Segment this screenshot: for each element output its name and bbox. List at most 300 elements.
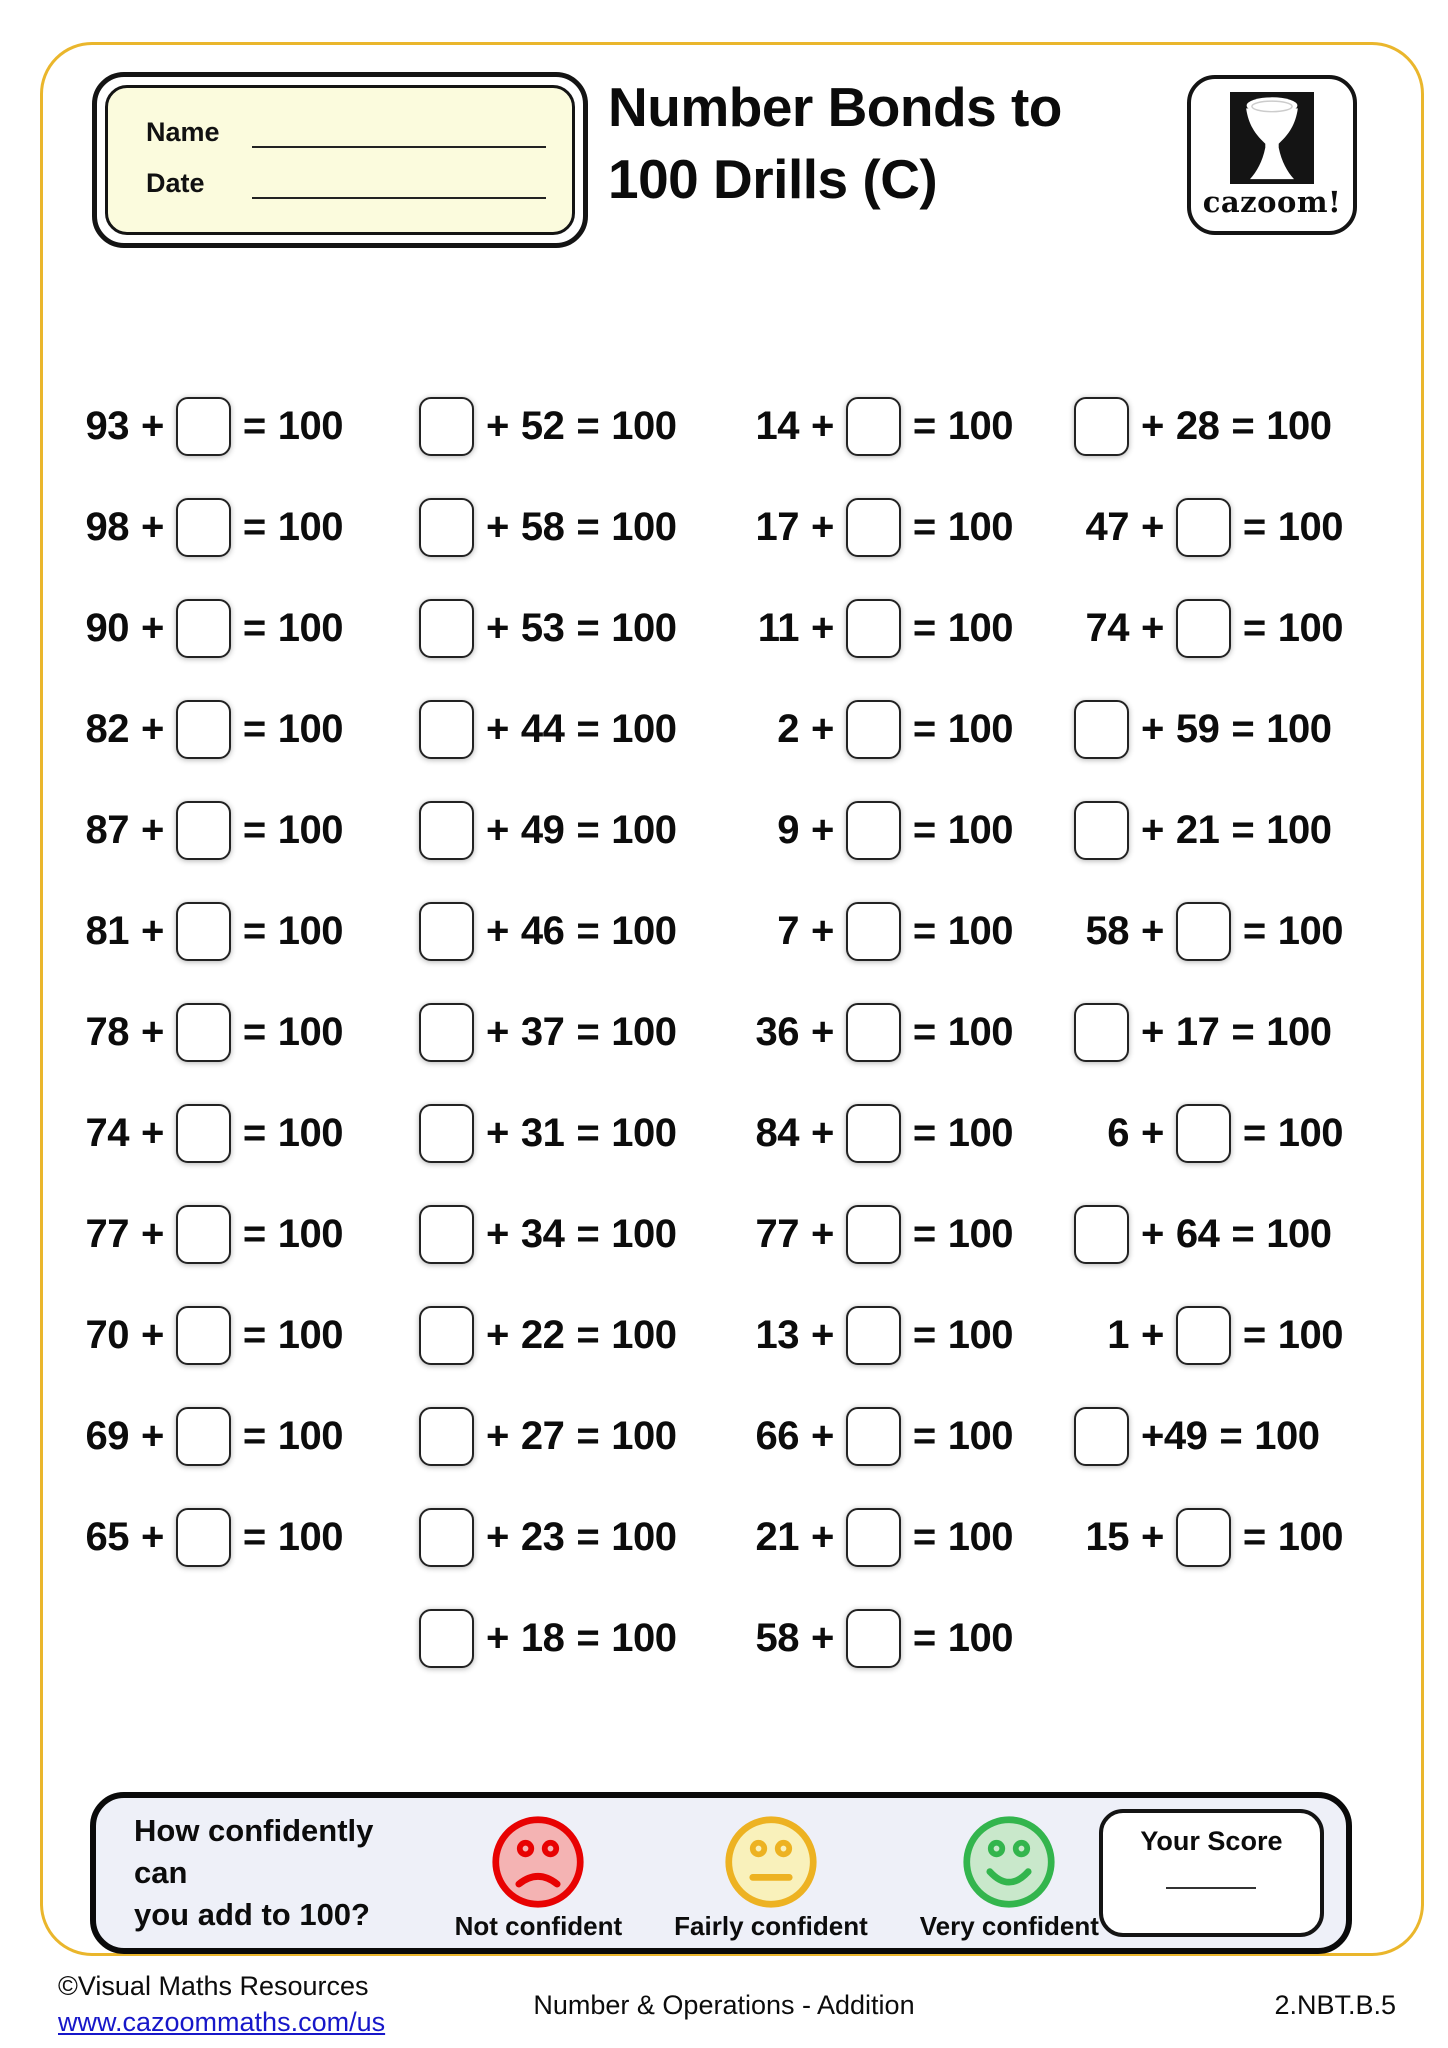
first-operand — [65, 707, 129, 752]
problem-text: + — [486, 505, 509, 549]
rating-fairly-confident — [674, 1814, 868, 1942]
problem-text: 100 — [611, 1515, 677, 1559]
problem-text: 74 — [85, 1111, 129, 1155]
problem — [410, 1003, 735, 1062]
problems-row — [65, 1386, 1365, 1487]
problem-text: = — [912, 505, 936, 549]
answer-box[interactable] — [1074, 1407, 1129, 1466]
problem-text: + — [1141, 1212, 1164, 1256]
answer-box[interactable] — [419, 1104, 474, 1163]
problem-text: 90 — [85, 606, 129, 650]
problem-text: + — [486, 1111, 509, 1155]
problem-text: + — [811, 808, 834, 852]
page-title-line1: Number Bonds to — [608, 76, 1062, 138]
problem-text: 77 — [755, 1212, 799, 1256]
answer-box[interactable] — [846, 498, 901, 557]
first-operand — [410, 1407, 474, 1466]
problem-text: = — [576, 1515, 600, 1559]
answer-box[interactable] — [419, 397, 474, 456]
problem — [65, 1003, 410, 1062]
problem — [735, 1407, 1065, 1466]
problem — [410, 1508, 735, 1567]
answer-box[interactable] — [176, 1407, 231, 1466]
problem-text: = — [912, 1616, 936, 1660]
confidence-panel — [90, 1792, 1352, 1954]
problem-text: + — [141, 1212, 164, 1256]
problem-text: +49 — [1141, 1414, 1208, 1458]
score-label: Your Score — [1140, 1826, 1283, 1856]
first-operand — [410, 1609, 474, 1668]
problem-text: 100 — [611, 707, 677, 751]
confidence-question-line1: How confidently can — [134, 1813, 374, 1891]
answer-box[interactable] — [419, 1306, 474, 1365]
first-operand — [65, 505, 129, 550]
problems-row — [65, 881, 1365, 982]
problems-row — [65, 1285, 1365, 1386]
problem-text: 100 — [611, 1111, 677, 1155]
first-operand — [65, 1010, 129, 1055]
problem-text: 100 — [947, 1111, 1013, 1155]
problem-text: = — [576, 1313, 600, 1357]
problem-text: = — [912, 1414, 936, 1458]
problem-text: 58 — [1085, 909, 1129, 953]
answer-box[interactable] — [846, 700, 901, 759]
drum-icon — [1230, 92, 1314, 184]
problem-text: + — [141, 808, 164, 852]
problems-row — [65, 1184, 1365, 1285]
problem — [410, 397, 735, 456]
problem-text: 100 — [947, 1414, 1013, 1458]
rating-label: Not confident — [454, 1911, 623, 1941]
problem-text: 64 — [1175, 1212, 1220, 1256]
problem — [410, 599, 735, 658]
answer-box[interactable] — [176, 1104, 231, 1163]
problem-text: = — [1231, 404, 1255, 448]
answer-box[interactable] — [419, 1205, 474, 1264]
problem-text: 14 — [755, 404, 799, 448]
problem-text: = — [242, 1111, 266, 1155]
problem-text: 100 — [611, 1313, 677, 1357]
first-operand — [410, 1306, 474, 1365]
first-operand — [410, 801, 474, 860]
first-operand — [735, 404, 799, 449]
first-operand — [1065, 505, 1129, 550]
problem-text: + — [811, 606, 834, 650]
first-operand — [65, 909, 129, 954]
problem-text: = — [576, 1111, 600, 1155]
problems-row — [65, 578, 1365, 679]
problem-text: = — [576, 1010, 600, 1054]
answer-box[interactable] — [846, 1609, 901, 1668]
answer-box[interactable] — [176, 801, 231, 860]
problem-text: 31 — [520, 1111, 565, 1155]
problem-text: 13 — [755, 1313, 799, 1357]
name-label: Name — [146, 117, 220, 147]
answer-box[interactable] — [846, 1508, 901, 1567]
first-operand — [1065, 397, 1129, 456]
problem-text: 21 — [755, 1515, 799, 1559]
first-operand — [1065, 1111, 1129, 1156]
problem-text: = — [576, 404, 600, 448]
problem-text: + — [486, 1515, 509, 1559]
problem-text: 100 — [1277, 505, 1343, 549]
problem — [410, 700, 735, 759]
problem-text: + — [811, 1111, 834, 1155]
problem-text: + — [486, 1414, 509, 1458]
problem-text: + — [486, 707, 509, 751]
problem-text: + — [811, 505, 834, 549]
problem-text: 27 — [520, 1414, 565, 1458]
answer-box[interactable] — [1074, 397, 1129, 456]
answer-box[interactable] — [846, 599, 901, 658]
problem — [65, 1205, 410, 1264]
answer-box[interactable] — [846, 902, 901, 961]
answer-box[interactable] — [419, 902, 474, 961]
problem-text: 98 — [85, 505, 129, 549]
problem — [410, 801, 735, 860]
answer-box[interactable] — [419, 1609, 474, 1668]
answer-box[interactable] — [846, 1003, 901, 1062]
problem — [1065, 1104, 1350, 1163]
first-operand — [735, 606, 799, 651]
answer-box[interactable] — [419, 1003, 474, 1062]
problem-text: + — [486, 909, 509, 953]
problem-text: = — [242, 606, 266, 650]
problem-text: 15 — [1085, 1515, 1129, 1559]
first-operand — [1065, 1407, 1129, 1466]
answer-box[interactable] — [846, 1104, 901, 1163]
answer-box[interactable] — [176, 599, 231, 658]
problem-text: 100 — [947, 1212, 1013, 1256]
problem-text: = — [242, 1414, 266, 1458]
problem — [65, 1407, 410, 1466]
problem-text: = — [576, 505, 600, 549]
problems-row — [65, 679, 1365, 780]
problem — [1065, 1003, 1350, 1062]
problem-text: 100 — [1277, 909, 1343, 953]
problem-text: + — [811, 909, 834, 953]
rating-very-confident — [920, 1814, 1099, 1942]
problem — [65, 902, 410, 961]
problem-text: = — [242, 1515, 266, 1559]
problem-text: 84 — [755, 1111, 799, 1155]
problem — [1065, 397, 1350, 456]
problem-text: 100 — [947, 909, 1013, 953]
name-date-box-inner — [105, 85, 575, 235]
problem-text: 100 — [1277, 1111, 1343, 1155]
problem-text: 100 — [947, 606, 1013, 650]
problem — [65, 599, 410, 658]
problem-text: 100 — [1266, 808, 1332, 852]
answer-box[interactable] — [846, 1306, 901, 1365]
problem-text: + — [141, 1010, 164, 1054]
website-link[interactable]: www.cazoommaths.com/us — [58, 2007, 386, 2038]
problem-text: 100 — [611, 808, 677, 852]
date-label: Date — [146, 168, 205, 198]
answer-box[interactable] — [176, 902, 231, 961]
problem-text: 49 — [520, 808, 565, 852]
problem-text: 69 — [85, 1414, 129, 1458]
problem-text: + — [811, 1313, 834, 1357]
problem-text: + — [141, 707, 164, 751]
problem-text: 100 — [611, 606, 677, 650]
problem-text: + — [141, 505, 164, 549]
answer-box[interactable] — [1176, 498, 1231, 557]
problem-text: 2 — [777, 707, 799, 751]
problem-text: = — [576, 707, 600, 751]
problem-text: 100 — [611, 1212, 677, 1256]
problem-text: = — [912, 1212, 936, 1256]
problem-text: 22 — [520, 1313, 565, 1357]
answer-box[interactable] — [419, 498, 474, 557]
problem-text: 100 — [947, 808, 1013, 852]
problem-text: + — [486, 606, 509, 650]
problem-text: = — [1242, 606, 1266, 650]
problem-text: 100 — [611, 505, 677, 549]
problem — [735, 1104, 1065, 1163]
problem — [65, 1104, 410, 1163]
first-operand — [735, 1414, 799, 1459]
problem-text: 100 — [277, 808, 343, 852]
answer-box[interactable] — [846, 801, 901, 860]
problems-row — [65, 1588, 1365, 1689]
first-operand — [410, 599, 474, 658]
cazoom-logo — [1187, 75, 1357, 235]
first-operand — [1065, 909, 1129, 954]
date-input-line[interactable] — [252, 165, 546, 199]
problem-text: + — [486, 1010, 509, 1054]
problem — [1065, 902, 1350, 961]
problem-text: = — [1219, 1414, 1243, 1458]
first-operand — [410, 1205, 474, 1264]
answer-box[interactable] — [1176, 902, 1231, 961]
problem-text: 100 — [1254, 1414, 1320, 1458]
answer-box[interactable] — [419, 1508, 474, 1567]
problem — [1065, 498, 1350, 557]
problem — [1065, 1306, 1350, 1365]
first-operand — [65, 808, 129, 853]
problem-text: 100 — [1266, 1010, 1332, 1054]
problem-text: = — [912, 1010, 936, 1054]
copyright-text: ©Visual Maths Resources — [58, 1971, 369, 2001]
page-title-line2: 100 Drills (C) — [608, 147, 938, 210]
problem — [735, 1306, 1065, 1365]
problem-text: = — [242, 808, 266, 852]
problem-text: = — [912, 808, 936, 852]
problem-text: + — [486, 808, 509, 852]
problem-text: 100 — [611, 909, 677, 953]
problem-text: = — [1242, 1313, 1266, 1357]
problem-text: = — [912, 1111, 936, 1155]
problem-text: = — [912, 404, 936, 448]
problem — [1065, 1205, 1350, 1264]
problem-text: 53 — [520, 606, 565, 650]
problem — [735, 397, 1065, 456]
problem-text: 100 — [947, 1515, 1013, 1559]
problem-text: 46 — [520, 909, 565, 953]
problem-text: 100 — [277, 909, 343, 953]
answer-box[interactable] — [176, 1508, 231, 1567]
answer-box[interactable] — [176, 1306, 231, 1365]
rating-not-confident — [455, 1814, 623, 1942]
first-operand — [410, 397, 474, 456]
answer-box[interactable] — [176, 397, 231, 456]
problem-text: 100 — [277, 505, 343, 549]
problem — [1065, 1407, 1350, 1466]
problem — [1065, 1508, 1350, 1567]
problem — [65, 397, 410, 456]
problem-text: 100 — [1277, 1515, 1343, 1559]
neutral-face-icon[interactable] — [723, 1814, 819, 1910]
problem — [410, 1205, 735, 1264]
sad-face-icon[interactable] — [490, 1814, 586, 1910]
problem-text: 100 — [1277, 1313, 1343, 1357]
problem-text: 100 — [611, 1616, 677, 1660]
problem-text: + — [486, 1313, 509, 1357]
answer-box[interactable] — [176, 700, 231, 759]
problem — [735, 1205, 1065, 1264]
problem — [410, 1104, 735, 1163]
problems-row — [65, 780, 1365, 881]
logo-wordmark: cazoom! — [1202, 185, 1342, 219]
problem-text: 77 — [85, 1212, 129, 1256]
confidence-ratings — [455, 1798, 1099, 1948]
problem-text: = — [576, 1414, 600, 1458]
first-operand — [1065, 801, 1129, 860]
problem-text: 100 — [277, 606, 343, 650]
problem-text: 78 — [85, 1010, 129, 1054]
problem-text: 100 — [277, 1515, 343, 1559]
problem-text: 100 — [947, 505, 1013, 549]
answer-box[interactable] — [1074, 700, 1129, 759]
problem-text: 9 — [777, 808, 799, 852]
answer-box[interactable] — [1074, 1205, 1129, 1264]
problems-row — [65, 376, 1365, 477]
problem-text: + — [1141, 606, 1164, 650]
problem-text: + — [486, 1212, 509, 1256]
problem-text: 52 — [520, 404, 565, 448]
problem-text: + — [141, 909, 164, 953]
problem-text: + — [1141, 808, 1164, 852]
problems-row — [65, 477, 1365, 578]
problems-grid — [65, 376, 1365, 1689]
problem-text: + — [141, 1111, 164, 1155]
problem-text: = — [242, 1313, 266, 1357]
problem-text: = — [912, 1515, 936, 1559]
answer-box[interactable] — [1176, 1104, 1231, 1163]
first-operand — [1065, 1003, 1129, 1062]
problem-text: 100 — [277, 1010, 343, 1054]
answer-box[interactable] — [1176, 599, 1231, 658]
answer-box[interactable] — [176, 1003, 231, 1062]
answer-box[interactable] — [419, 801, 474, 860]
problem — [735, 599, 1065, 658]
answer-box[interactable] — [419, 700, 474, 759]
answer-box[interactable] — [846, 1407, 901, 1466]
answer-box[interactable] — [846, 397, 901, 456]
problem-text: 82 — [85, 707, 129, 751]
first-operand — [735, 1111, 799, 1156]
problem-text: + — [811, 1414, 834, 1458]
answer-box[interactable] — [419, 599, 474, 658]
problem-text: 100 — [1266, 404, 1332, 448]
name-input-line[interactable] — [252, 114, 546, 148]
problem-text: + — [1141, 505, 1164, 549]
problem-text: + — [1141, 1313, 1164, 1357]
first-operand — [1065, 700, 1129, 759]
problem-text: + — [141, 1313, 164, 1357]
problem-text: 18 — [520, 1616, 565, 1660]
problem — [410, 1407, 735, 1466]
problem-text: + — [811, 707, 834, 751]
page-title — [608, 72, 1062, 215]
problem-text: = — [242, 909, 266, 953]
problem — [65, 498, 410, 557]
first-operand — [1065, 1205, 1129, 1264]
first-operand — [735, 505, 799, 550]
problem-text: = — [242, 1010, 266, 1054]
problem-text: 23 — [520, 1515, 565, 1559]
problem — [735, 1609, 1065, 1668]
problem-text: = — [242, 404, 266, 448]
answer-box[interactable] — [1176, 1306, 1231, 1365]
problems-row — [65, 1487, 1365, 1588]
first-operand — [410, 902, 474, 961]
problem-text: + — [141, 606, 164, 650]
problem-text: 100 — [947, 404, 1013, 448]
problem — [65, 700, 410, 759]
problem-text: 100 — [947, 1313, 1013, 1357]
problem-text: + — [141, 1515, 164, 1559]
answer-box[interactable] — [1074, 1003, 1129, 1062]
problem-text: + — [1141, 1111, 1164, 1155]
problem-text: 100 — [611, 404, 677, 448]
problem-text: = — [242, 707, 266, 751]
problem-text: + — [141, 404, 164, 448]
problem-text: 66 — [755, 1414, 799, 1458]
answer-box[interactable] — [419, 1407, 474, 1466]
answer-box[interactable] — [1074, 801, 1129, 860]
problem-text: = — [1231, 808, 1255, 852]
name-date-box — [92, 72, 588, 248]
answer-box[interactable] — [176, 1205, 231, 1264]
problem-text: + — [1141, 1515, 1164, 1559]
problem — [1065, 700, 1350, 759]
score-box — [1099, 1809, 1324, 1937]
answer-box[interactable] — [1176, 1508, 1231, 1567]
first-operand — [65, 1313, 129, 1358]
problem — [65, 1306, 410, 1365]
problem — [735, 1003, 1065, 1062]
happy-face-icon[interactable] — [961, 1814, 1057, 1910]
answer-box[interactable] — [846, 1205, 901, 1264]
confidence-question — [134, 1810, 407, 1936]
problem-text: 36 — [755, 1010, 799, 1054]
answer-box[interactable] — [176, 498, 231, 557]
problem-text: 17 — [755, 505, 799, 549]
problem-text: 93 — [85, 404, 129, 448]
problem-text: = — [576, 808, 600, 852]
first-operand — [1065, 1515, 1129, 1560]
confidence-question-line2: you add to 100? — [134, 1896, 370, 1932]
problem — [410, 902, 735, 961]
problem-text: 100 — [1277, 606, 1343, 650]
score-input-line[interactable] — [1166, 1887, 1256, 1889]
problems-row — [65, 982, 1365, 1083]
first-operand — [735, 1212, 799, 1257]
problem-text: + — [811, 1010, 834, 1054]
problem — [735, 902, 1065, 961]
